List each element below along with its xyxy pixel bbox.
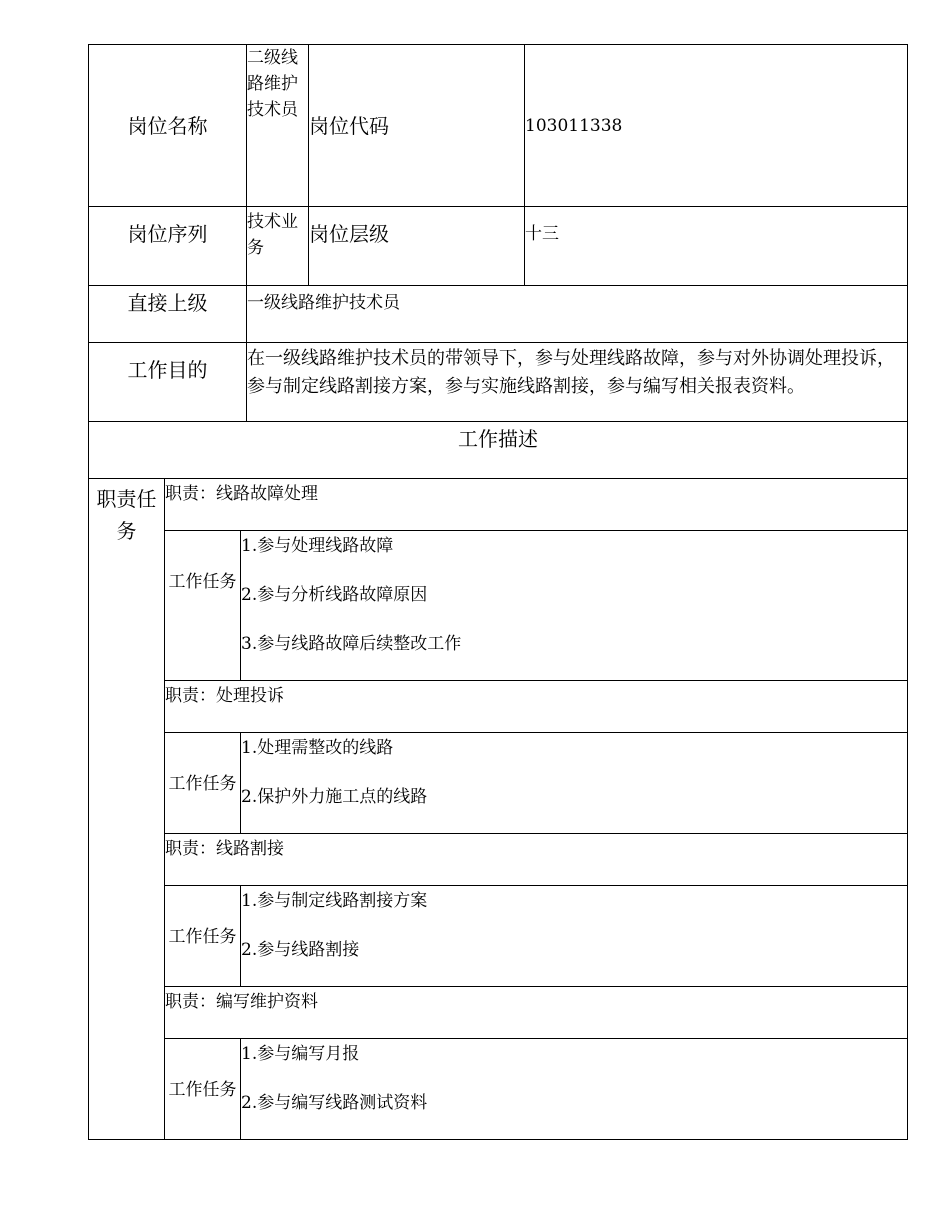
task-item: 2.参与分析线路故障原因 [241,585,428,605]
task-item: 2.保护外力施工点的线路 [241,787,428,807]
task-label: 工作任务 [165,1039,241,1140]
duty-tasks-row [89,531,908,681]
post-name-value: 二级线路维护技术员 [247,45,309,207]
row-description-title [89,422,908,479]
duty-heading-row [89,834,908,886]
superior-value: 一级线路维护技术员 [247,286,908,343]
post-level-value: 十三 [525,207,908,286]
task-item: 3.参与线路故障后续整改工作 [241,634,462,654]
task-list [241,1039,908,1140]
duty-tasks-row [89,1039,908,1140]
post-level-label: 岗位层级 [309,207,525,286]
job-description-table [88,44,908,1140]
duty-heading-row [89,479,908,531]
task-item: 1.处理需整改的线路 [241,738,394,758]
task-label: 工作任务 [165,733,241,834]
post-series-label: 岗位序列 [89,207,247,286]
row-post-name [89,45,908,207]
post-series-value: 技术业务 [247,207,309,286]
duty-heading: 职责：编写维护资料 [165,987,908,1039]
task-item: 1.参与制定线路割接方案 [241,891,428,911]
row-post-series [89,207,908,286]
post-code-label: 岗位代码 [309,45,525,207]
row-purpose [89,343,908,422]
row-superior [89,286,908,343]
superior-label: 直接上级 [89,286,247,343]
task-label: 工作任务 [165,531,241,681]
task-item: 2.参与编写线路测试资料 [241,1093,428,1113]
duty-heading-row [89,681,908,733]
duty-tasks-row [89,886,908,987]
description-title: 工作描述 [89,422,908,479]
task-list [241,531,908,681]
post-name-label: 岗位名称 [89,45,247,207]
task-list [241,733,908,834]
duty-heading-row [89,987,908,1039]
task-list [241,886,908,987]
post-code-value: 103011338 [525,45,908,207]
purpose-label: 工作目的 [89,343,247,422]
task-item: 1.参与处理线路故障 [241,536,394,556]
purpose-value: 在一级线路维护技术员的带领导下，参与处理线路故障，参与对外协调处理投诉，参与制定线路割接方案，参与实施线路割接，参与编写相关报表资料。 [247,343,908,422]
task-item: 2.参与线路割接 [241,940,360,960]
task-label: 工作任务 [165,886,241,987]
responsibility-label: 职责任务 [89,479,165,1140]
duty-heading: 职责：处理投诉 [165,681,908,733]
task-item: 1.参与编写月报 [241,1044,360,1064]
duty-heading: 职责：线路故障处理 [165,479,908,531]
duty-heading: 职责：线路割接 [165,834,908,886]
duty-tasks-row [89,733,908,834]
